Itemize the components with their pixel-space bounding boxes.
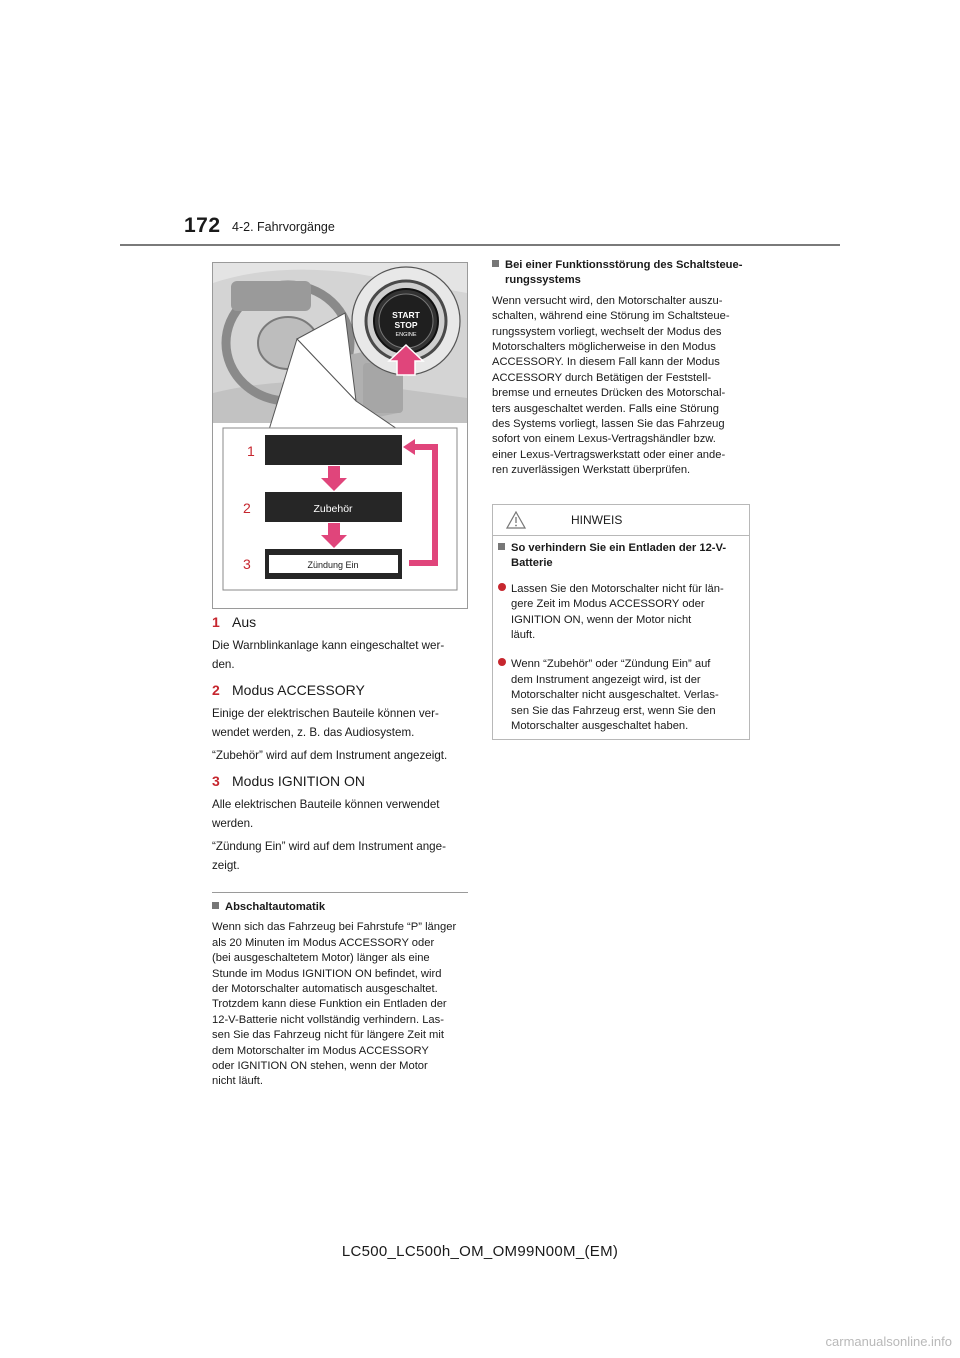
round-bullet-icon [498, 658, 506, 666]
text-line: bremse und erneutes Drücken des Motorschal- [492, 387, 726, 400]
text-line: Die Warnblinkanlage kann eingeschaltet wer- [212, 639, 445, 652]
text-line: Motorschalter nicht ausgeschaltet. Verlas- [511, 689, 719, 702]
text-line: Motorschalter ausgeschaltet haben. [511, 720, 689, 733]
page-number: 172 [184, 214, 221, 237]
mode-number-1: 1 [247, 443, 255, 459]
mode-accessory [212, 682, 468, 765]
note-subtitle-line: So verhindern Sie ein Entladen der 12-V- [511, 542, 727, 554]
text-line: “Zündung Ein” wird auf dem Instrument ange- [212, 840, 446, 853]
square-bullet-icon [498, 543, 505, 550]
text-line: dem Motorschalter im Modus ACCESSORY [212, 1044, 429, 1057]
display-accessory-label: Zubehör [313, 503, 353, 515]
mode-number: 1 [212, 614, 220, 630]
text-line: des Systems vorliegt, lassen Sie das Fahrzeug [492, 418, 725, 431]
text-line: werden. [212, 817, 254, 830]
footer-code: LC500_LC500h_OM_OM99N00M_(EM) [341, 1243, 619, 1260]
note-box [492, 504, 750, 740]
text-line: Wenn “Zubehör” oder “Zündung Ein” auf [511, 658, 711, 671]
note-header [493, 505, 749, 536]
text-line: den. [212, 658, 235, 671]
text-line: dem Instrument angezeigt wird, ist der [511, 673, 701, 686]
display-ignition-label: Zündung Ein [307, 560, 359, 570]
text-line: Einige der elektrischen Bauteile können ver- [212, 707, 439, 720]
text-line: gere Zeit im Modus ACCESSORY oder [511, 598, 705, 611]
note-heading: HINWEIS [571, 513, 623, 527]
section-divider [212, 892, 468, 893]
malfunction-section [492, 258, 754, 479]
mode-title: Modus IGNITION ON [232, 773, 366, 789]
text-line: als 20 Minuten im Modus ACCESSORY oder [212, 936, 435, 949]
section-title: 4-2. Fahrvorgänge [232, 220, 335, 234]
note-bullet [498, 582, 746, 644]
text-line: 12-V-Batterie nicht vollständig verhindern. Las- [212, 1013, 444, 1026]
auto-off-title: Abschaltautomatik [225, 901, 326, 913]
text-line: ren zuverlässigen Werkstatt überprüfen. [492, 464, 691, 477]
text-line: Trotzdem kann diese Funktion ein Entladen der [212, 998, 447, 1011]
text-line: Wenn versucht wird, den Motorschalter auszu- [492, 294, 723, 307]
button-label-start: START [392, 310, 420, 320]
button-label-engine: ENGINE [395, 332, 417, 338]
text-line: Motorschalters möglicherweise in den Modus [492, 341, 716, 354]
note-subtitle-line: Batterie [511, 557, 553, 570]
text-line: läuft. [511, 629, 536, 642]
mode-ignition-on [212, 773, 468, 875]
mode-number: 3 [212, 773, 220, 789]
text-line: ters ausgeschaltet werden. Falls eine Störung [492, 402, 719, 415]
mode-title: Aus [232, 614, 257, 630]
note-content [498, 541, 746, 734]
text-line: “Zubehör” wird auf dem Instrument angezeigt. [212, 749, 448, 762]
text-line: (bei ausgeschaltetem Motor) länger als eine [212, 952, 430, 965]
text-line: sofort von einem Lexus-Vertragshändler bzw. [492, 433, 716, 446]
malfunction-body [492, 294, 754, 479]
text-line: wendet werden, z. B. das Audiosystem. [212, 726, 415, 739]
auto-off-body [212, 920, 474, 1089]
text-line: Stunde im Modus IGNITION ON befindet, wird [212, 967, 442, 980]
dashboard-illustration [213, 263, 467, 608]
display-off-bar [265, 435, 402, 465]
engine-switch-figure [212, 262, 468, 609]
text-line: Lassen Sie den Motorschalter nicht für län- [511, 582, 724, 595]
header-rule [120, 244, 840, 246]
text-line: schalten, während eine Störung im Schaltsteue- [492, 310, 730, 323]
round-bullet-icon [498, 583, 506, 591]
warning-triangle-icon [506, 511, 526, 529]
text-line: der Motorschalter automatisch ausgeschaltet. [212, 983, 438, 996]
text-line: Alle elektrischen Bauteile können verwendet [212, 798, 440, 811]
mode-number: 2 [212, 682, 220, 698]
text-line: sen Sie das Fahrzeug nicht für längere Zeit mit [212, 1029, 444, 1042]
text-line: ACCESSORY durch Betätigen der Feststell- [492, 371, 712, 384]
malfunction-title-line: rungssystems [505, 274, 581, 287]
mode-off [212, 614, 468, 674]
square-bullet-icon [212, 902, 219, 909]
auto-off-section [212, 900, 474, 1090]
text-line: oder IGNITION ON stehen, wenn der Motor [212, 1060, 428, 1073]
text-line: ACCESSORY. In diesem Fall kann der Modus [492, 356, 720, 369]
text-line: rungssystem vorliegt, wechselt der Modus des [492, 325, 722, 338]
button-label-stop: STOP [394, 320, 418, 330]
modes-list [212, 614, 468, 875]
note-bullet [498, 657, 746, 734]
text-line: Wenn sich das Fahrzeug bei Fahrstufe “P” länger [212, 921, 457, 934]
text-line: sen Sie das Fahrzeug erst, wenn Sie den [511, 704, 716, 717]
mode-number-3: 3 [243, 556, 251, 572]
text-line: nicht läuft. [212, 1075, 263, 1088]
mode-number-2: 2 [243, 500, 251, 516]
text-line: zeigt. [212, 859, 240, 872]
square-bullet-icon [492, 260, 499, 267]
mode-title: Modus ACCESSORY [232, 682, 365, 698]
text-line: einer Lexus-Vertragswerkstatt oder einer ande- [492, 448, 726, 461]
malfunction-title-line: Bei einer Funktionsstörung des Schaltsteue- [505, 259, 743, 271]
watermark: carmanualsonline.info [825, 1334, 952, 1349]
text-line: IGNITION ON, wenn der Motor nicht [511, 613, 692, 626]
